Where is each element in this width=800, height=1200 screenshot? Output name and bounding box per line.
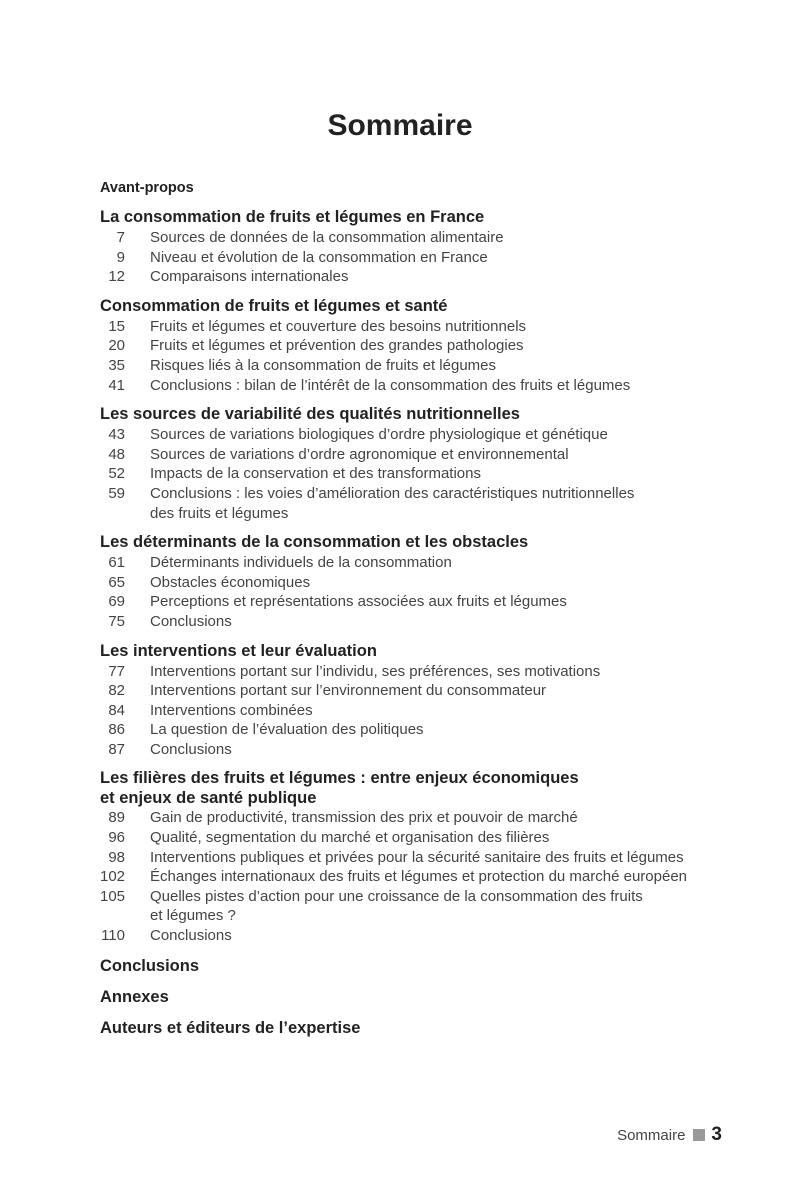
toc-entry-page: 82 [108,682,125,700]
entry-line: Interventions portant sur l’individu, ses préférences, ses motivations [150,662,601,680]
toc-entry-page: 87 [108,740,125,758]
toc-entry[interactable] [100,592,740,612]
entry-line: Déterminants individuels de la consommation [150,554,452,572]
entry-line: Impacts de la conservation et des transformations [150,465,481,483]
toc-heading-closing[interactable]: Annexes [100,987,169,1006]
toc-entry-title [150,484,634,523]
toc-entry[interactable] [100,317,740,337]
entry-line: Interventions publiques et privées pour la sécurité sanitaire des fruits et légumes [150,848,684,866]
page-number: 3 [711,1124,722,1145]
heading-line: Les interventions et leur évaluation [100,641,377,660]
toc-section-heading[interactable] [100,532,740,553]
table-of-contents [100,178,740,1039]
toc-entry-title [150,425,608,445]
entry-line: Conclusions : bilan de l’intérêt de la consommation des fruits et légumes [150,376,631,394]
toc-entry-page: 98 [108,848,125,866]
entry-line: Fruits et légumes et couverture des besoins nutritionnels [150,317,527,335]
toc-section [100,641,740,760]
toc-section-heading[interactable] [100,296,740,317]
toc-entry-page: 110 [101,927,125,945]
toc-entry-page: 7 [116,229,125,246]
toc-entry-title [150,612,232,632]
entry-line: La question de l’évaluation des politiques [150,721,424,739]
entry-line: Risques liés à la consommation de fruits et légumes [150,356,496,374]
toc-entry-page: 9 [116,248,125,266]
heading-line: Les sources de variabilité des qualités nutritionnelles [100,405,520,424]
toc-entry-page: 75 [108,612,125,630]
toc-entry-title [150,926,232,946]
toc-entry-page: 65 [108,573,125,591]
toc-heading-closing[interactable]: Auteurs et éditeurs de l’expertise [100,1018,361,1037]
entry-line: Conclusions [150,740,232,758]
toc-entry[interactable] [100,376,740,396]
toc-entry[interactable] [100,425,740,445]
toc-entry-title [150,740,232,760]
toc-entry-page: 77 [108,662,125,680]
entry-line: Quelles pistes d’action pour une croissance de la consommation des fruits [150,887,643,905]
toc-entry[interactable] [100,808,740,828]
toc-entry[interactable] [100,681,740,701]
heading-line: Les filières des fruits et légumes : entre enjeux économiques [100,769,579,788]
entry-line: des fruits et légumes [150,504,289,522]
toc-entry[interactable] [100,267,740,287]
toc-entry-page: 12 [108,268,125,286]
entry-line: Interventions combinées [150,701,313,719]
entry-line: Interventions portant sur l’environnement du consommateur [150,682,547,700]
page-footer [617,1124,722,1146]
toc-entry[interactable] [100,867,740,887]
entry-line: Qualité, segmentation du marché et organisation des filières [150,829,550,847]
toc-section [100,207,740,287]
toc-entry-title [150,592,567,612]
toc-entry[interactable] [100,926,740,946]
entry-line: Fruits et légumes et prévention des grandes pathologies [150,337,524,355]
toc-section-heading[interactable] [100,641,740,662]
toc-entry-page: 102 [100,868,126,886]
entry-line: Sources de variations biologiques d’ordre physiologique et génétique [150,426,608,444]
toc-entry-page: 89 [108,809,125,827]
toc-heading-avant-propos[interactable]: Avant-propos [100,180,194,196]
entry-line: et légumes ? [150,907,236,925]
toc-entry-page: 105 [100,887,126,905]
toc-entry-page: 86 [108,721,125,739]
toc-entry[interactable] [100,848,740,868]
toc-entry-page: 48 [108,445,125,463]
toc-section-heading[interactable] [100,404,740,425]
entry-line: Conclusions [150,612,232,630]
toc-section [100,532,740,631]
toc-entry[interactable] [100,662,740,682]
toc-entry-title [150,356,496,376]
entry-line: Sources de données de la consommation alimentaire [150,229,504,246]
toc-entry-title [150,336,524,356]
toc-entry-title [150,445,569,465]
toc-entry[interactable] [100,336,740,356]
entry-line: Perceptions et représentations associées aux fruits et légumes [150,593,567,611]
entry-line: Niveau et évolution de la consommation en France [150,248,488,266]
toc-entry-page: 59 [108,484,125,502]
toc-entry-title [150,887,643,926]
entry-line: Obstacles économiques [150,573,311,591]
toc-entry[interactable] [100,445,740,465]
toc-entry[interactable] [100,228,740,248]
toc-entry-title [150,720,424,740]
toc-entry-title [150,376,630,396]
toc-section [100,404,740,523]
toc-entry[interactable] [100,553,740,573]
toc-section [100,296,740,395]
toc-entry[interactable] [100,887,740,926]
toc-entry[interactable] [100,356,740,376]
toc-entry-page: 61 [108,554,125,572]
heading-line: La consommation de fruits et légumes en France [100,208,485,226]
toc-section-heading[interactable] [100,207,740,228]
entry-line: Sources de variations d’ordre agronomique et environnemental [150,445,569,463]
toc-entry-title [150,681,546,701]
toc-entry-title [150,867,687,887]
toc-entry-page: 41 [108,376,125,394]
toc-entry[interactable] [100,484,740,523]
toc-heading-closing[interactable]: Conclusions [100,956,200,975]
toc-entry-title [150,228,504,248]
heading-line: et enjeux de santé publique [100,789,317,808]
toc-entry-page: 43 [108,426,125,444]
toc-entry-title [150,464,481,484]
entry-line: Gain de productivité, transmission des prix et pouvoir de marché [150,809,578,827]
toc-entry-title [150,828,549,848]
toc-entry[interactable] [100,248,740,268]
toc-entry[interactable] [100,720,740,740]
entry-line: Conclusions [150,927,232,945]
heading-line: Les déterminants de la consommation et les obstacles [100,533,529,552]
toc-entry[interactable] [100,573,740,593]
toc-entry-title [150,553,452,573]
toc-entry[interactable] [100,612,740,632]
footer-label: Sommaire [617,1126,686,1144]
page-title: Sommaire [327,109,473,142]
toc-entry-title [150,248,488,268]
toc-entry-page: 96 [108,829,125,847]
square-bullet-icon [693,1129,705,1141]
toc-entry-title [150,701,313,721]
toc-entry-page: 20 [108,337,125,355]
toc-entry-title [150,317,526,337]
entry-line: Conclusions : les voies d’amélioration des caractéristiques nutritionnelles [150,484,635,502]
toc-entry-title [150,662,600,682]
toc-section [100,768,740,945]
toc-entry-title [150,848,684,868]
toc-entry-title [150,808,578,828]
toc-entry-page: 15 [108,317,125,335]
toc-entry[interactable] [100,740,740,760]
toc-entry[interactable] [100,464,740,484]
toc-entry-page: 84 [108,701,125,719]
toc-entry[interactable] [100,828,740,848]
toc-entry-page: 69 [108,593,125,611]
toc-entry[interactable] [100,701,740,721]
toc-entry-page: 52 [108,465,125,483]
entry-line: Échanges internationaux des fruits et légumes et protection du marché européen [150,868,687,886]
toc-entry-page: 35 [108,356,125,374]
toc-entry-title [150,267,348,287]
toc-section-heading[interactable] [100,768,740,808]
heading-line: Consommation de fruits et légumes et santé [100,296,448,315]
entry-line: Comparaisons internationales [150,268,349,286]
toc-entry-title [150,573,310,593]
